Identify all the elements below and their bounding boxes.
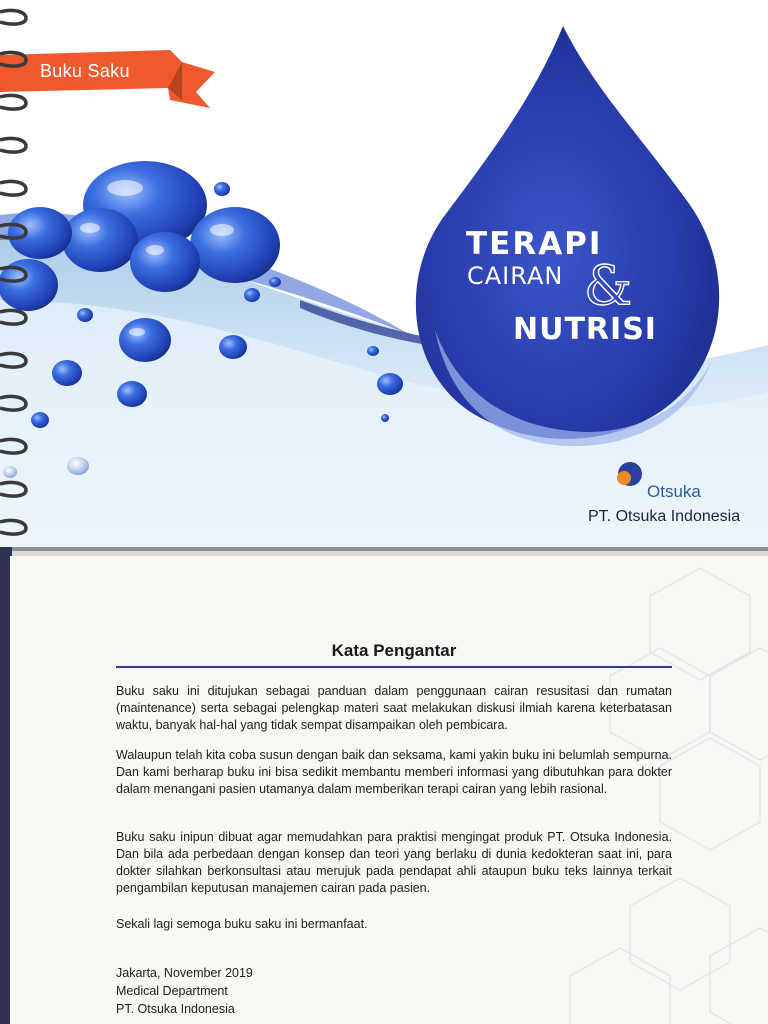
preface-heading: Kata Pengantar bbox=[331, 641, 457, 660]
ribbon-label: Buku Saku bbox=[40, 61, 130, 81]
preface-paragraph-1: Buku saku ini ditujukan sebagai panduan dalam penggunaan cairan resusitasi dan rumatan (maintenance) serta sebagai pelengkap materi saat melakukan diskusi ilmiah karena keterbatasan waktu, banyak hal-hal yang tidak sempat disampaikan oleh pembicara. bbox=[116, 684, 672, 732]
page-edge-shadow bbox=[0, 547, 768, 551]
title-ampersand: & bbox=[584, 254, 633, 317]
title-nutrisi: NUTRISI bbox=[513, 312, 657, 347]
heading-rule bbox=[116, 666, 672, 668]
cover-company-name: PT. Otsuka Indonesia bbox=[588, 508, 741, 525]
preface-paragraph-3: Buku saku inipun dibuat agar memudahkan para praktisi mengingat produk PT. Otsuka Indonesia. Dan bila ada perbedaan dengan konsep dan teori yang berlaku di dunia kedokteran saat ini, para dokter silahkan berkonsultasi atau merujuk pada pendapat ahli ataupun buku teks lainnya terkait pengambilan keputusan manajemen cairan pada pasien. bbox=[116, 830, 672, 895]
signature-department: Medical Department bbox=[116, 984, 228, 998]
signature-place-date: Jakarta, November 2019 bbox=[116, 966, 253, 980]
signature-company: PT. Otsuka Indonesia bbox=[116, 1002, 235, 1016]
brand-name: Otsuka bbox=[647, 482, 701, 501]
preface-paragraph-2: Walaupun telah kita coba susun dengan baik dan seksama, kami yakin buku ini belumlah sempurna. Dan kami berharap buku ini bisa sedikit membantu memberi informasi yang dibutuhkan para dokter dalam menangani pasien utamanya dalam memberikan terapi cairan yang lebih rasional. bbox=[116, 748, 672, 796]
title-cairan: CAIRAN bbox=[467, 262, 564, 290]
title-terapi: TERAPI bbox=[466, 226, 603, 262]
preface-paragraph-4: Sekali lagi semoga buku saku ini bermanfaat. bbox=[116, 917, 368, 931]
